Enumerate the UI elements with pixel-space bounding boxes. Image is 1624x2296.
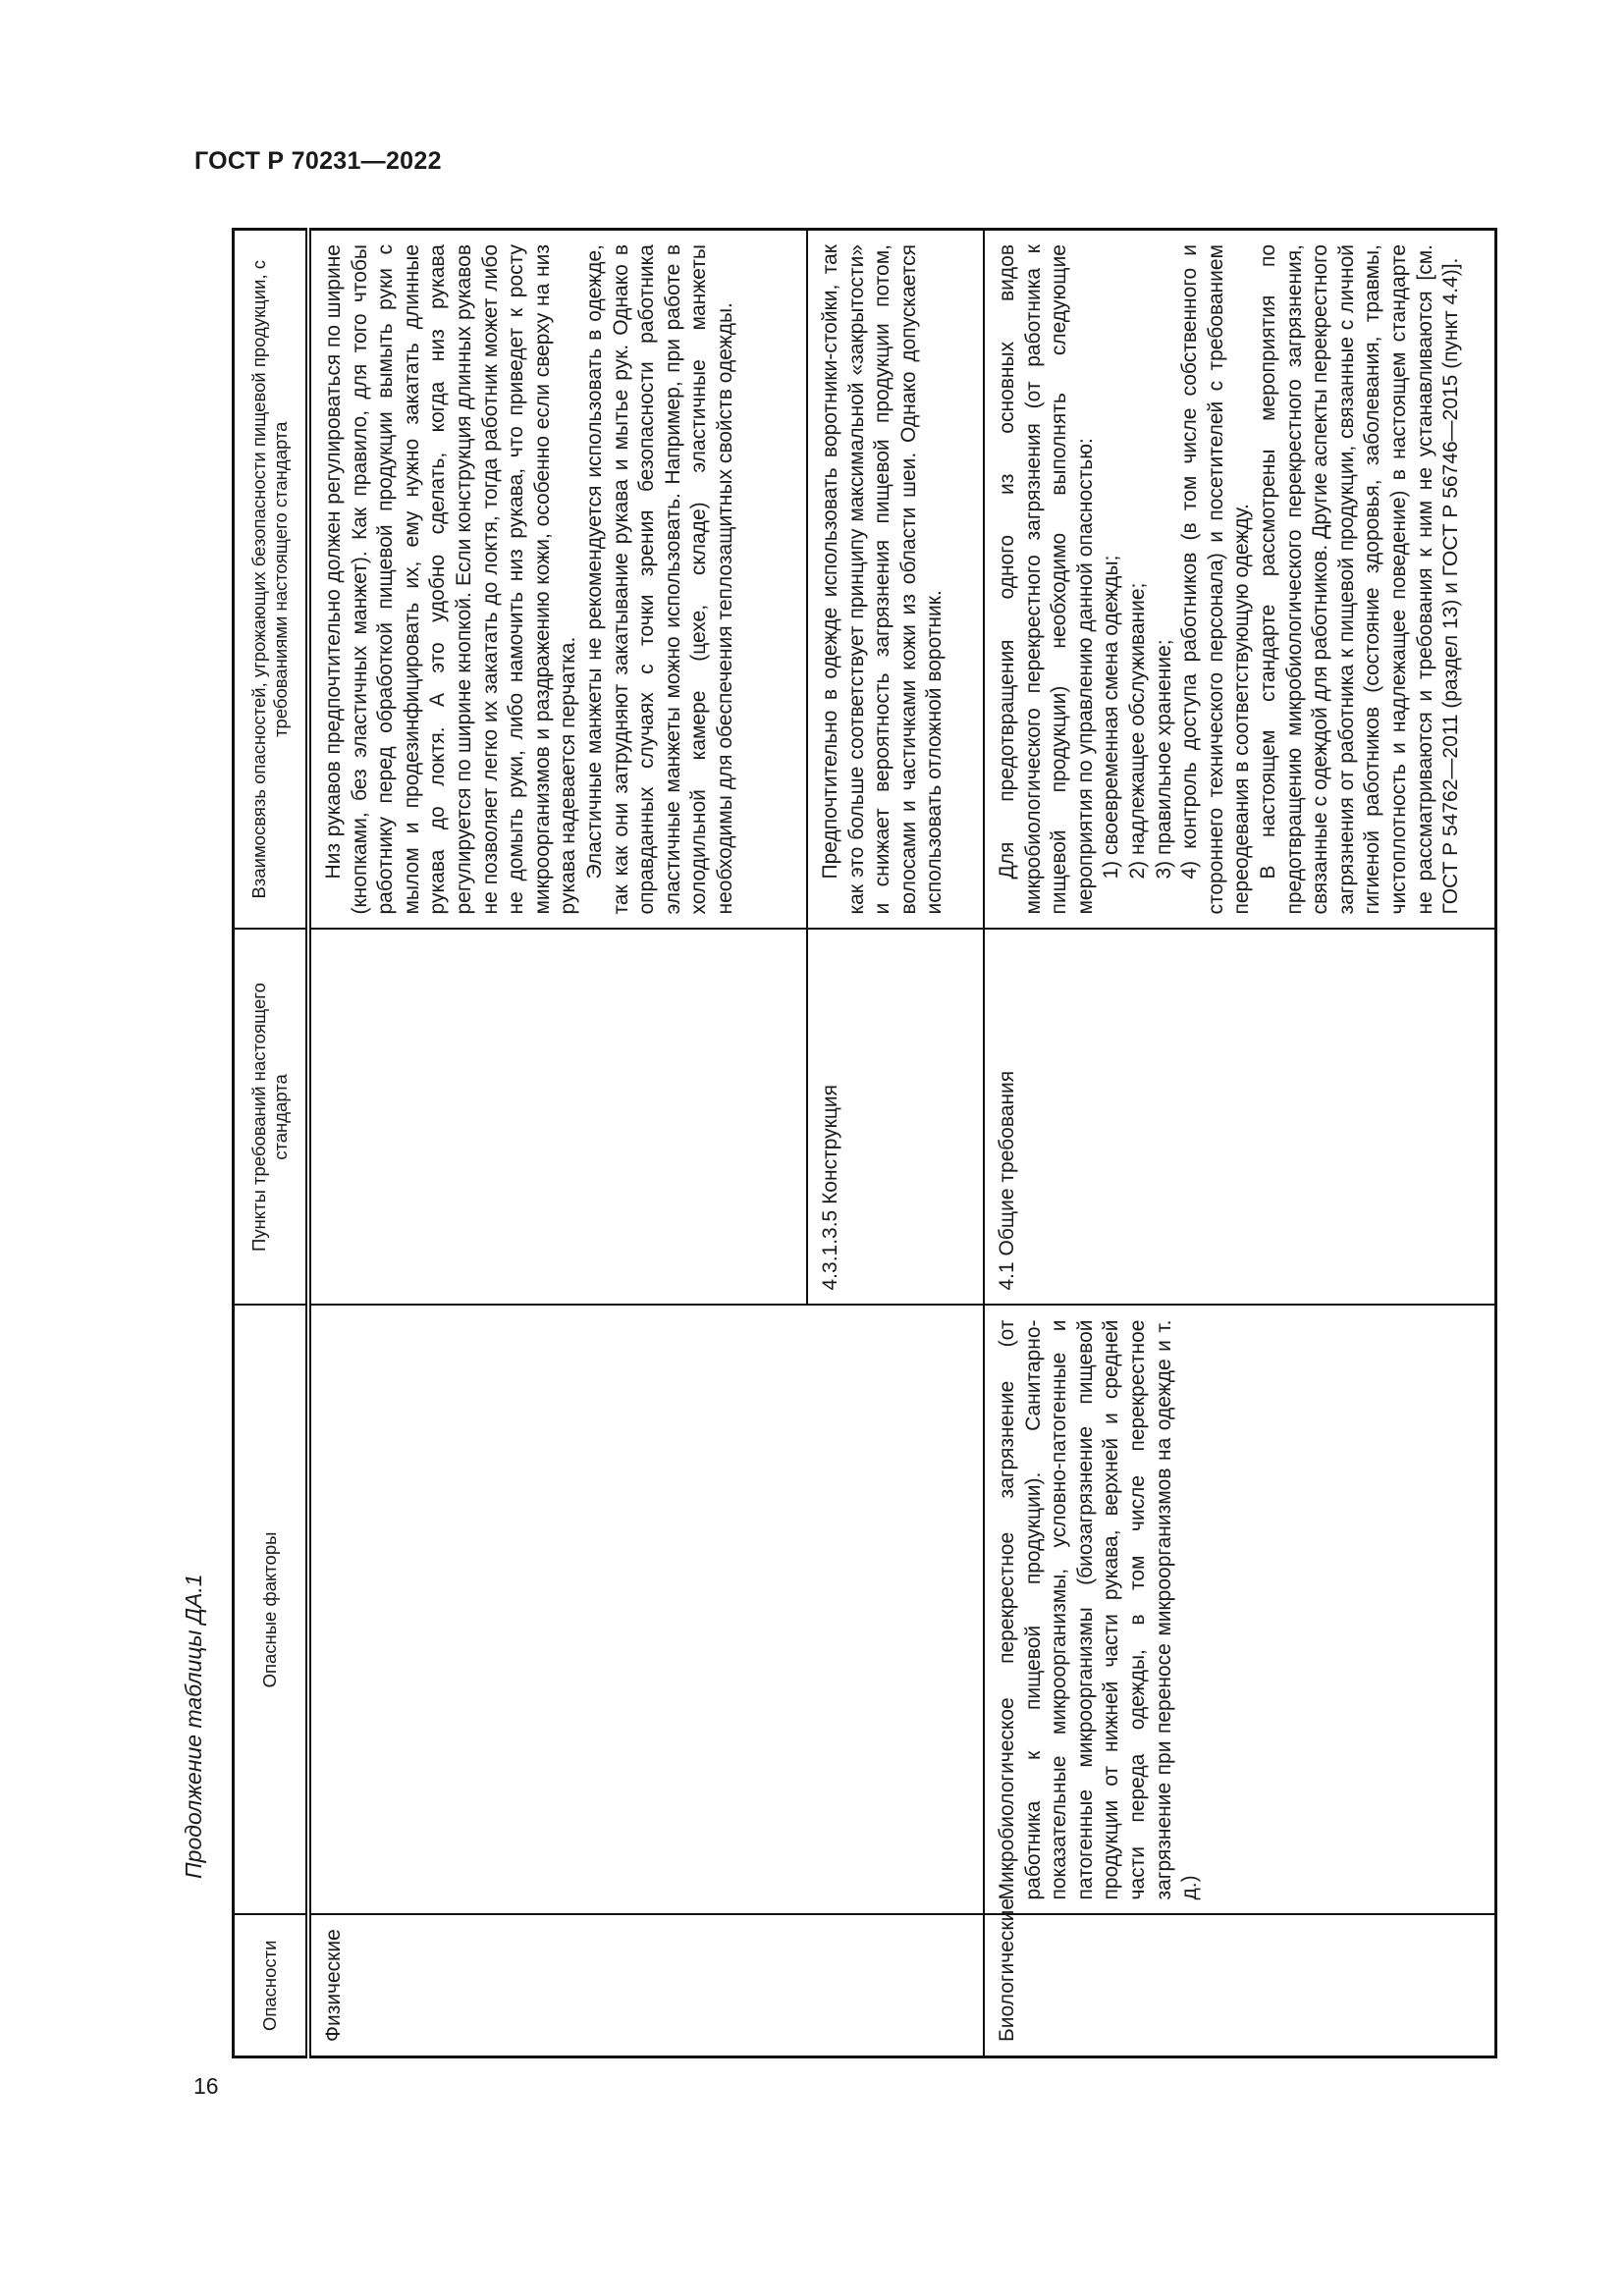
clause-text: 4.1 Общие требования <box>996 1070 1018 1291</box>
table-caption: Продолжение таблицы ДА.1 <box>181 1574 206 1879</box>
col-header-relation: Взаимосвязь опасностей, угрожающих безопасности пищевой продукции, с требованиями настоящего стандарта <box>234 230 309 930</box>
document-code: ГОСТ Р 70231—2022 <box>194 147 442 175</box>
cell-factors <box>984 1306 1496 1915</box>
clause-text: 4.3.1.3.5 Конструкция <box>819 1085 841 1291</box>
cell-clause <box>308 930 807 1306</box>
cell-relation <box>807 230 984 930</box>
cell-hazard <box>807 1915 984 2057</box>
cell-hazard <box>984 1897 1496 2057</box>
table-row-biological <box>984 230 1496 2057</box>
hazard-text: Физические <box>322 1929 345 2042</box>
col-header-clauses: Пункты требований настоящего стандарта <box>234 930 309 1306</box>
relation-list-item: 4) контроль доступа работников (в том числе собственного и стороннего технического персонала) и посетителей с требованием переодевания в соответствующую одежду. <box>1178 244 1254 915</box>
table-header-row <box>234 230 309 2057</box>
cell-factors <box>807 1306 984 1915</box>
table-row-physical <box>308 230 807 2057</box>
relation-list-item: 1) своевременная смена одежды; <box>1100 555 1123 880</box>
hazard-text: Биологические <box>996 1897 1018 2042</box>
relation-outro: В настоящем стандарте рассмотрены мероприятия по предотвращению микробиологического перекрестного загрязнения, связанные с одеждой для работников. Другие аспекты перекрестного загрязнения от работника к пищевой продукции, связанные с личной гигиеной работников (состояние здоровья, заболевания, травмы, чистоплотность и надлежащее поведение) в настоящем стандарте не рассматриваются и требования к ним не устанавливаются [см. ГОСТ Р 54762—2011 (раздел 13) и ГОСТ Р 56746—2015 (пункт 4.4)]. <box>1256 244 1463 915</box>
page-number: 16 <box>193 2073 219 2099</box>
cell-clause <box>984 930 1496 1306</box>
table-row-construction <box>807 230 984 2057</box>
cell-relation <box>308 230 807 930</box>
cell-clause <box>807 930 984 1306</box>
factors-text: Микробиологическое перекрестное загрязнение (от работника к пищевой продукции). Санитарно-показательные микроорганизмы, условно-патогенные и патогенные микроорганизмы (биозагрязнение пищевой продукции от нижней части рукава, верхней и средней части переда одежды, в том числе перекрестное загрязнение при переносе микроорганизмов на одежде и т. д.) <box>996 1319 1202 1900</box>
relation-paragraph: Низ рукавов предпочтительно должен регулироваться по ширине (кнопками, без эластичных манжет). Как правило, для того чтобы работнику перед обработкой пищевой продукции вымыть руки с мылом и продезинфицировать их, ему нужно закатать длинные рукава до локтя. А это удобно сделать, когда низ рукава регулируется по ширине кнопкой. Если конструкция длинных рукавов не позволяет легко их закатать до локтя, тогда работник может либо не домыть руки, либо намочить низ рукава, что приведет к росту микроорганизмов и раздражению кожи, особенно если сверху на низ рукава надевается перчатка. <box>322 244 580 915</box>
relation-list-item: 2) надлежащее обслуживание; <box>1125 582 1149 880</box>
relation-paragraph: Эластичные манжеты не рекомендуется использовать в одежде, так как они затрудняют закатывание рукава и мытье рук. Однако в оправданных случаях с точки зрения безопасности работника эластичные манжеты можно использовать. Например, при работе в холодильной камере (цехе, складе) эластичные манжеты необходимы для обеспечения теплозащитных свойств одежды. <box>582 244 736 915</box>
cell-factors <box>308 1306 807 1915</box>
rotated-table-wrapper <box>232 231 1497 2058</box>
hazard-table <box>232 228 1497 2058</box>
relation-paragraph: Предпочтительно в одежде использовать воротники-стойки, так как это больше соответствует принципу максимальной «закрытости» и снижает вероятность загрязнения пищевой продукции потом, волосами и частичками кожи из области шеи. Однако допускается использовать отложной воротник. <box>819 244 947 915</box>
col-header-hazards: Опасности <box>234 1915 309 2057</box>
col-header-factors: Опасные факторы <box>234 1306 309 1915</box>
relation-intro: Для предотвращения одного из основных видов микробиологического перекрестного загрязнения (от работника к пищевой продукции) необходимо выполнять следующие мероприятия по управлению данной опасностью: <box>996 244 1097 915</box>
relation-list-item: 3) правильное хранение; <box>1152 639 1175 880</box>
cell-relation <box>984 230 1496 930</box>
cell-hazard <box>308 1915 807 2057</box>
